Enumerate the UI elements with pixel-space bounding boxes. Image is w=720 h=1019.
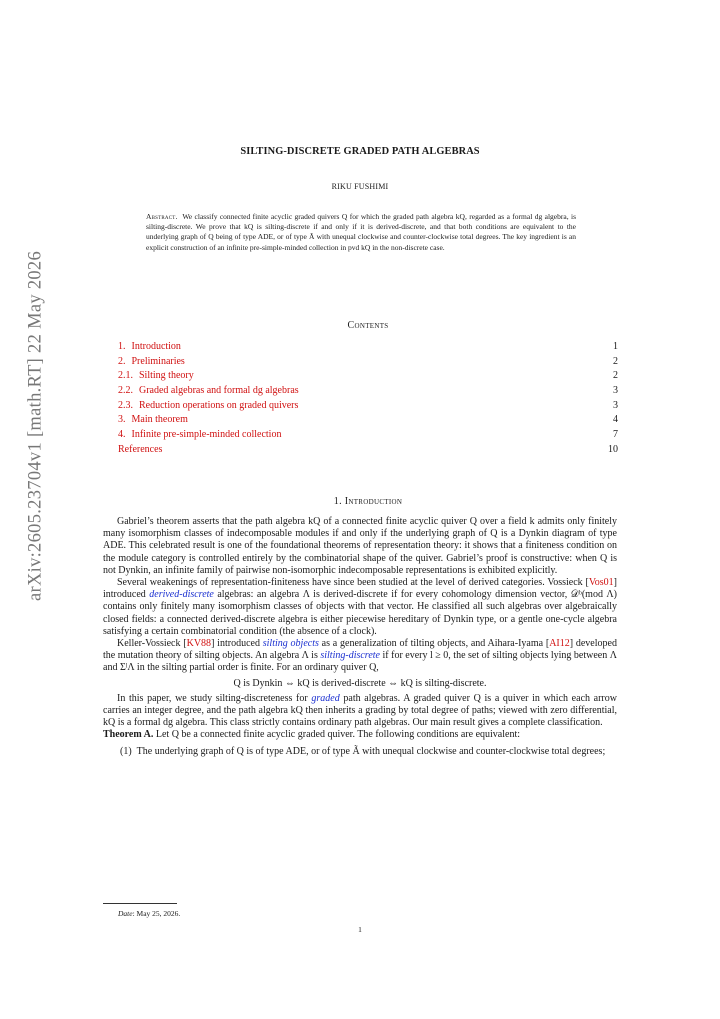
theorem-item: (1) The underlying graph of Q is of type ADE, or of type Ã with unequal clockwise and counter-clockwise total degrees; [120,745,606,757]
toc-entry-label[interactable]: Graded algebras and formal dg algebras [139,385,299,397]
toc-entry-label[interactable]: References [118,443,163,455]
citation-link[interactable]: Vos01 [588,577,614,589]
toc-entry-label[interactable]: Reduction operations on graded quivers [139,399,299,411]
toc-entry-label[interactable]: Silting theory [139,370,194,382]
paragraph: Gabriel’s theorem asserts that the path algebra kQ of a connected finite acyclic quiver Q over a field k admits only finitely many isomorphism classes of indecomposable modules if and only if the underlying graph of Q is a Dynkin diagram of type ADE. This celebrated result is one of the foundational theorems of representation theory: it shows that a finiteness condition on the module category is controlled entirely by the combinatorial shape of the quiver. Gabriel’s proof is constructive: when Q is not Dynkin, an infinite family of pairwise non-isomorphic indecomposable representations is exhibited explicitly. [103,516,617,576]
display-equation: Q is Dynkin ⇔ kQ is derived-discrete ⇔ kQ is silting-discrete. [233,677,487,689]
toc-entry-number: 2.3. [118,399,133,411]
toc-entry[interactable] [118,399,618,414]
toc-entry-number: 1. [118,341,126,352]
term-link[interactable]: derived-discrete [149,589,214,601]
toc-entry[interactable] [118,369,618,384]
toc-entry[interactable] [118,340,618,355]
toc-entry-number: 2. [118,355,126,367]
toc-entry-page: 3 [613,385,618,397]
author-name: RIKU FUSHIMI [331,182,389,191]
page-number: 1 [358,925,362,934]
item-number: (1) [120,745,132,757]
toc-entry[interactable] [118,413,618,428]
toc-entry-page: 7 [613,429,618,441]
toc-entry-label[interactable]: Infinite pre-simple-minded collection [131,429,282,441]
toc-entry-page: 10 [608,443,618,455]
paper-title: SILTING-DISCRETE GRADED PATH ALGEBRAS [240,146,480,157]
footnote-rule [103,903,177,904]
abstract-label: Abstract. [146,212,178,221]
table-of-contents [118,340,618,458]
toc-entry-number: 3. [118,414,126,426]
term-link[interactable]: silting objects [262,638,319,650]
term-link[interactable]: silting-discrete [320,650,380,662]
abstract [146,212,576,253]
paragraph: In this paper, we study silting-discreteness for graded path algebras. A graded quiver Q is a quiver in which each arrow carries an integer degree, and the path algebra kQ then inherits a grading by total degree of paths; viewed with zero differential, kQ is a formal dg algebra. This class strictly contains ordinary path algebras. Our main result gives a complete classification. [103,692,617,729]
footnote-text: : May 25, 2026. [132,909,181,918]
citation-link[interactable]: AI12 [549,638,570,650]
toc-entry[interactable] [118,443,618,458]
toc-entry-number: 4. [118,429,126,441]
term-link[interactable]: graded [311,692,340,704]
section-number: 1. [333,496,342,507]
footnote-label: Date [118,909,133,918]
toc-entry-label[interactable]: Preliminaries [131,355,185,367]
section-title: Introduction [344,496,403,507]
contents-heading: Contents [347,320,389,331]
toc-entry-page: 1 [613,341,618,352]
toc-entry-page: 2 [613,370,618,382]
citation-link[interactable]: KV88 [186,638,212,650]
toc-entry-number: 2.1. [118,370,133,382]
paragraph: Several weakenings of representation-finiteness have since been studied at the level of derived categories. Vossieck [Vos01] introduced derived-discrete algebras: an algebra Λ is derived-discrete if for every cohomology dimension vector, 𝒟ᵇ(mod Λ) contains only finitely many isomorphism classes of objects with that vector. He classified all such algebras over algebraically closed fields: a connected derived-discrete algebra is either piecewise hereditary of Dynkin type, or a gentle one-cycle algebra satisfying a certain combinatorial condition (the absence of a clock). [103,577,618,637]
arxiv-identifier-stamp: arXiv:2605.23704v1 [math.RT] 22 May 2026 [25,251,46,602]
abstract-text: We classify connected finite acyclic graded quivers Q for which the graded path algebra kQ, regarded as a formal dg algebra, is silting-discrete. We prove that kQ is silting-discrete if and only if it is derived-discrete, and that both conditions are equivalent to the underlying graph of Q being of type ADE, or of type Ã with unequal clockwise and counter-clockwise total degrees. The key ingredient is an explicit construction of an infinite pre-simple-minded collection in pvd kQ in the non-discrete case. [146,212,576,252]
toc-entry[interactable] [118,355,618,370]
paragraph: Keller-Vossieck [KV88] introduced silting objects as a generalization of tilting objects, and Aihara-Iyama [AI12] developed the mutation theory of silting objects. An algebra Λ is silting-discrete if for every l ≥ 0, the set of silting objects lying between Λ and ΣˡΛ in the silting partial order is finite. For an ordinary quiver Q, [103,638,617,674]
toc-entry-page: 4 [613,414,618,426]
toc-entry-label[interactable]: Main theorem [131,414,188,426]
toc-entry-label[interactable]: Introduction [131,341,181,352]
section-heading [118,496,618,507]
theorem-label: Theorem A. [103,729,154,741]
body-text [103,516,617,758]
footnote [118,909,180,918]
theorem-statement: Theorem A. Let Q be a connected finite acyclic graded quiver. The following conditions are equivalent: [103,729,521,741]
toc-entry[interactable] [118,384,618,399]
toc-entry-page: 3 [613,399,618,411]
toc-entry-number: 2.2. [118,385,133,397]
toc-entry[interactable] [118,428,618,443]
toc-entry-page: 2 [613,355,618,367]
